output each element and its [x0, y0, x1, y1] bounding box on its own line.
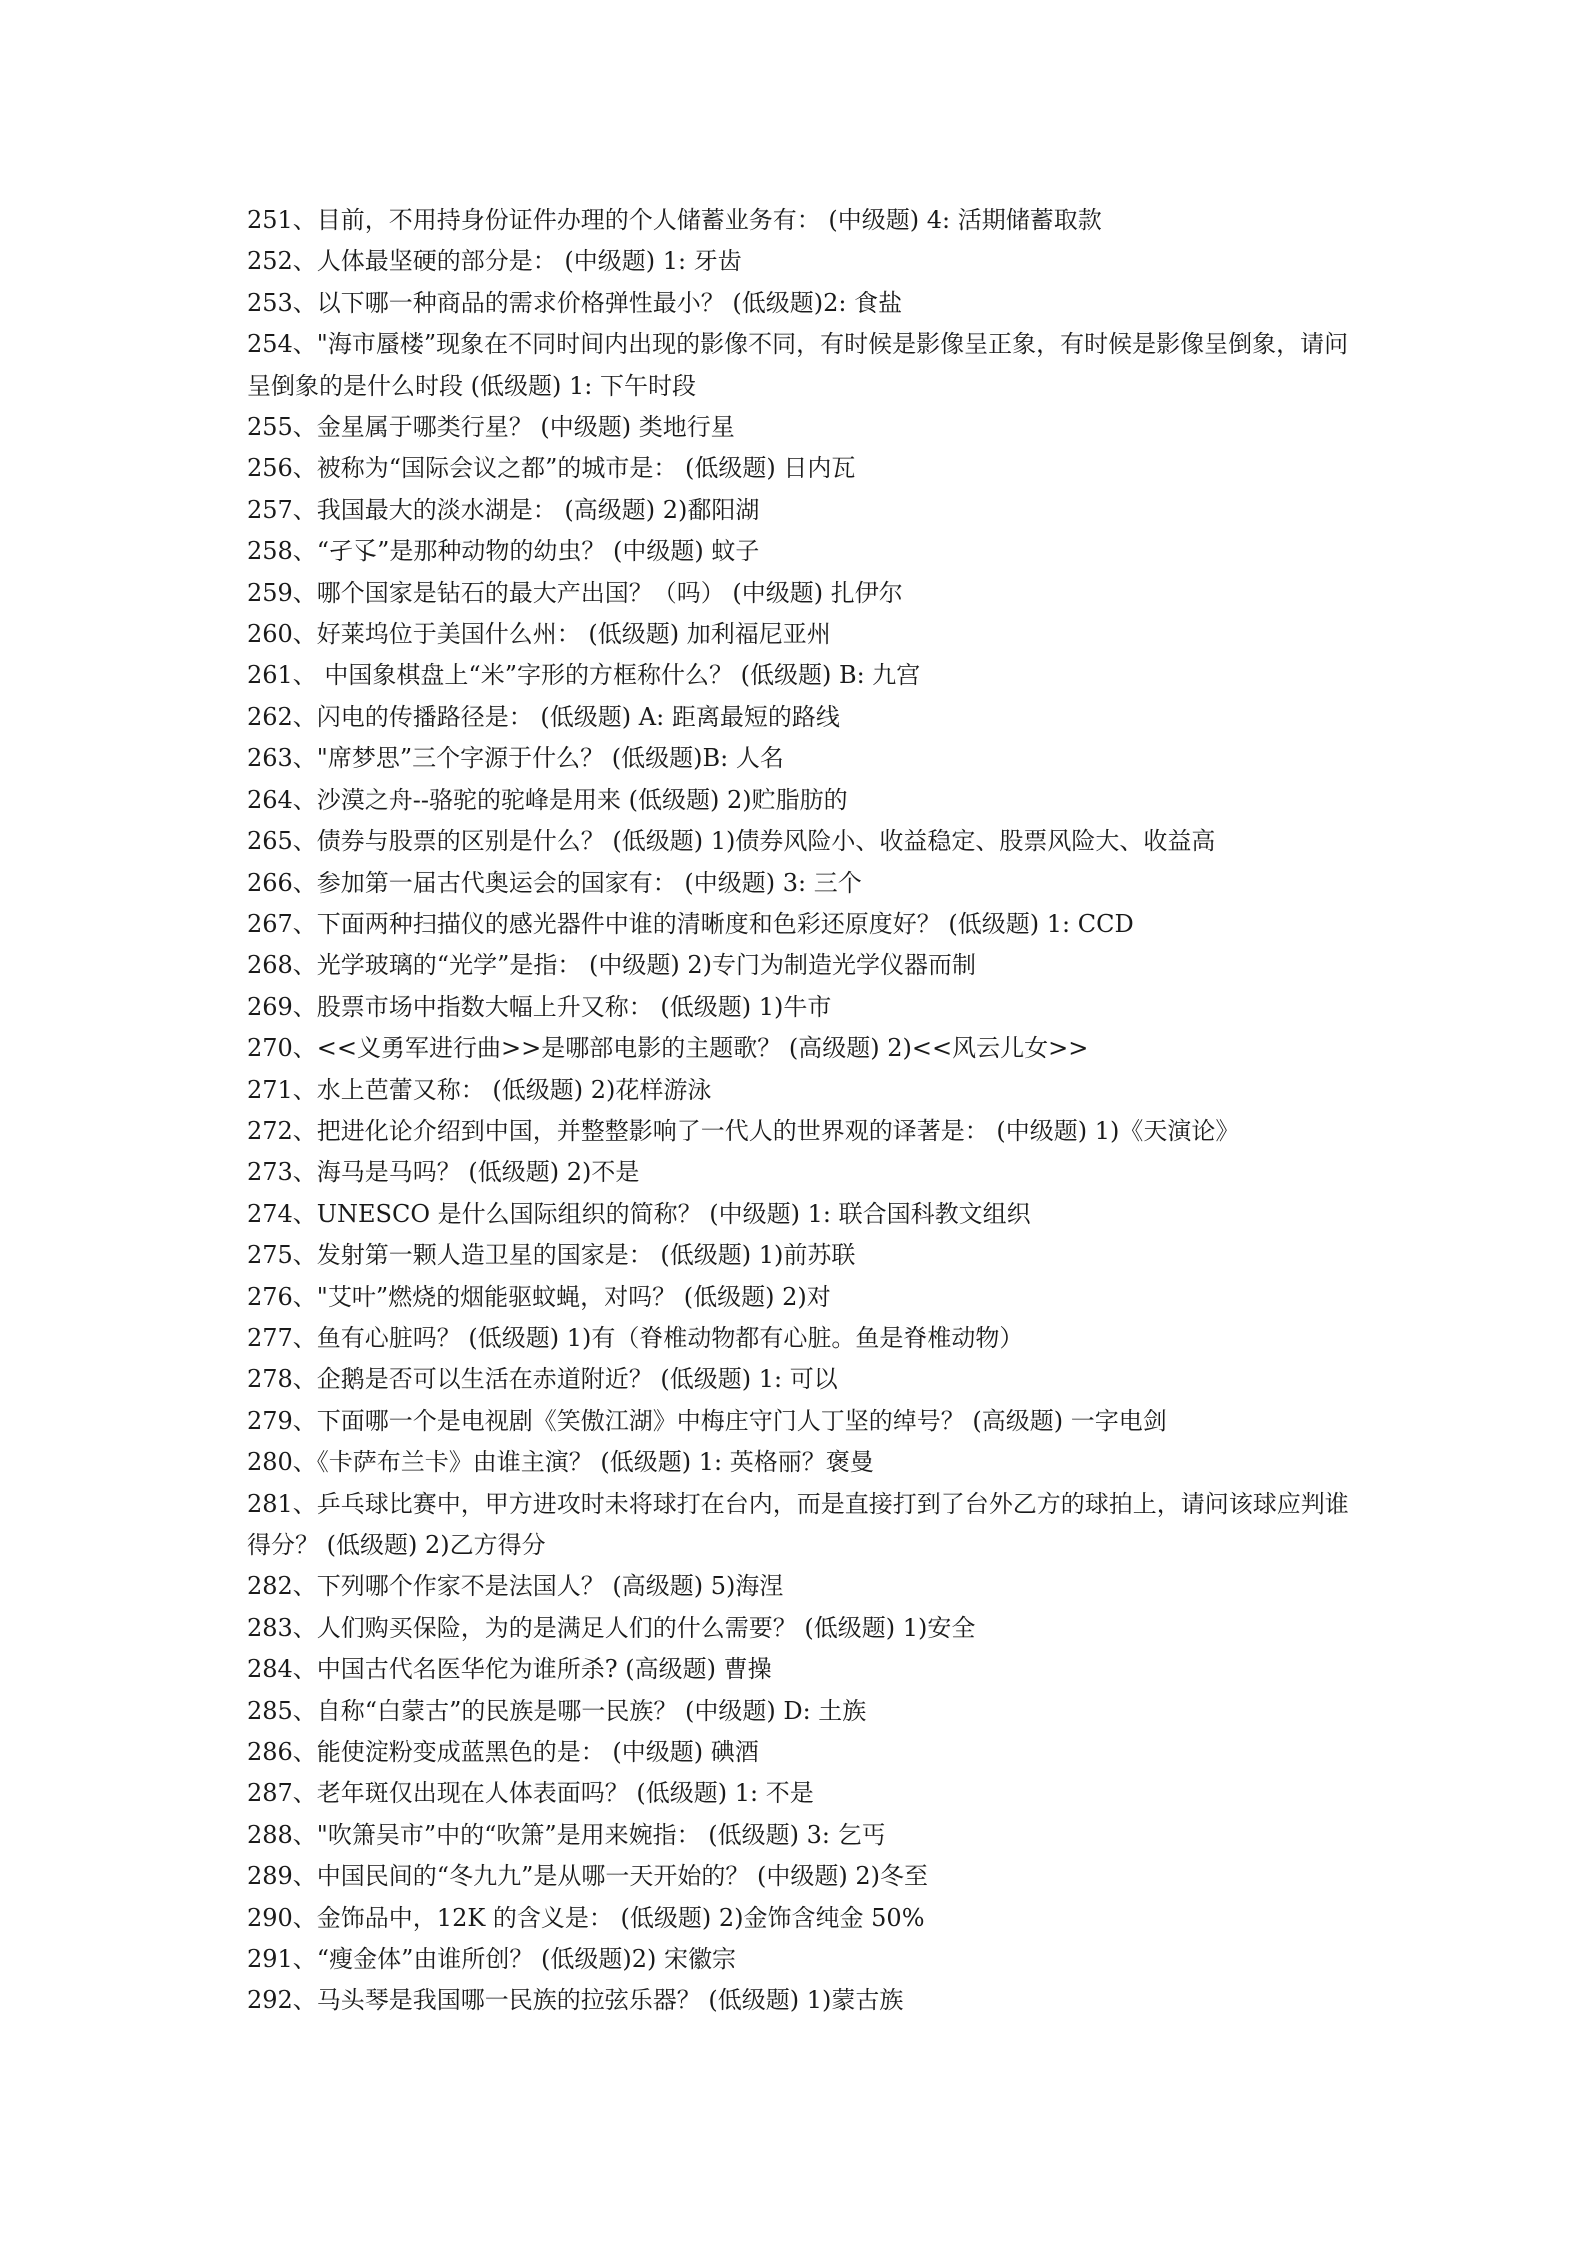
question-item: 272、把进化论介绍到中国，并整整影响了一代人的世界观的译著是： (中级题) 1)《天演论》: [247, 1116, 1240, 1145]
question-item: 259、哪个国家是钻石的最大产出国？（吗） (中级题) 扎伊尔: [247, 578, 903, 607]
question-item: 285、自称“白蒙古”的民族是哪一民族？ (中级题) D: 土族: [247, 1696, 867, 1725]
question-item: 255、金星属于哪类行星？ (中级题) 类地行星: [247, 413, 735, 442]
question-item: 282、下列哪个作家不是法国人？ (高级题) 5)海涅: [247, 1572, 784, 1601]
question-item: 280、《卡萨布兰卡》由谁主演？ (低级题) 1: 英格丽？褒曼: [247, 1448, 874, 1477]
question-item: 270、<<义勇军进行曲>>是哪部电影的主题歌？ (高级题) 2)<<风云儿女>>: [247, 1034, 1089, 1063]
question-item: 262、闪电的传播路径是： (低级题) A: 距离最短的路线: [247, 702, 840, 731]
question-item: 283、人们购买保险，为的是满足人们的什么需要？ (低级题) 1)安全: [247, 1613, 976, 1642]
question-item: 281、乒乓球比赛中，甲方进攻时未将球打在台内，而是直接打到了台外乙方的球拍上，请问该球应判谁得分？ (低级题) 2)乙方得分: [247, 1489, 1349, 1559]
question-item: 253、以下哪一种商品的需求价格弹性最小？ (低级题)2: 食盐: [247, 288, 903, 317]
question-item: 254、"海市蜃楼”现象在不同时间内出现的影像不同，有时候是影像呈正象，有时候是影像呈倒象，请问呈倒象的是什么时段 (低级题) 1: 下午时段: [247, 330, 1349, 400]
question-item: 289、中国民间的“冬九九”是从哪一天开始的？ (中级题) 2)冬至: [247, 1862, 928, 1891]
question-item: 271、水上芭蕾又称： (低级题) 2)花样游泳: [247, 1075, 712, 1104]
question-item: 273、海马是马吗？ (低级题) 2)不是: [247, 1158, 640, 1187]
question-item: 266、参加第一届古代奥运会的国家有： (中级题) 3: 三个: [247, 868, 862, 897]
question-item: 288、"吹箫吴市”中的“吹箫”是用来婉指： (低级题) 3: 乞丐: [247, 1820, 886, 1849]
question-item: 252、人体最坚硬的部分是： (中级题) 1: 牙齿: [247, 247, 742, 276]
question-item: 263、"席梦思”三个字源于什么？ (低级题)B: 人名: [247, 744, 784, 773]
question-item: 277、鱼有心脏吗？ (低级题) 1)有（脊椎动物都有心脏。鱼是脊椎动物）: [247, 1323, 1024, 1352]
question-item: 260、好莱坞位于美国什么州： (低级题) 加利福尼亚州: [247, 620, 831, 649]
question-item: 290、金饰品中，12K 的含义是： (低级题) 2)金饰含纯金 50%: [247, 1903, 925, 1932]
question-item: 287、老年斑仅出现在人体表面吗？ (低级题) 1: 不是: [247, 1779, 814, 1808]
question-item: 274、UNESCO 是什么国际组织的简称？ (中级题) 1: 联合国科教文组织: [247, 1199, 1031, 1228]
question-item: 265、债券与股票的区别是什么？ (低级题) 1)债券风险小、收益稳定、股票风险大、收益高: [247, 827, 1216, 856]
question-item: 257、我国最大的淡水湖是： (高级题) 2)鄱阳湖: [247, 495, 760, 524]
question-item: 267、下面两种扫描仪的感光器件中谁的清晰度和色彩还原度好？ (低级题) 1: CCD: [247, 909, 1134, 938]
question-item: 279、下面哪一个是电视剧《笑傲江湖》中梅庄守门人丁坚的绰号？ (高级题) 一字电剑: [247, 1406, 1167, 1435]
question-item: 269、股票市场中指数大幅上升又称： (低级题) 1)牛市: [247, 992, 832, 1021]
question-item: 278、企鹅是否可以生活在赤道附近？ (低级题) 1: 可以: [247, 1365, 838, 1394]
question-item: 286、能使淀粉变成蓝黑色的是： (中级题) 碘酒: [247, 1738, 759, 1767]
question-item: 275、发射第一颗人造卫星的国家是： (低级题) 1)前苏联: [247, 1241, 856, 1270]
question-item: 251、目前，不用持身份证件办理的个人储蓄业务有： (中级题) 4: 活期储蓄取款: [247, 206, 1102, 234]
question-item: 261、 中国象棋盘上“米”字形的方框称什么？ (低级题) B: 九宫: [247, 661, 921, 690]
question-item: 291、“瘦金体”由谁所创？ (低级题)2) 宋徽宗: [247, 1945, 736, 1974]
question-item: 258、“孑孓”是那种动物的幼虫？ (中级题) 蚊子: [247, 537, 760, 566]
question-item: 292、马头琴是我国哪一民族的拉弦乐器？ (低级题) 1)蒙古族: [247, 1986, 904, 2015]
question-item: 284、中国古代名医华佗为谁所杀? (高级题) 曹操: [247, 1655, 772, 1684]
question-list: [247, 200, 1367, 2022]
question-item: 256、被称为“国际会议之都”的城市是： (低级题) 日内瓦: [247, 454, 856, 483]
question-item: 264、沙漠之舟--骆驼的驼峰是用来 (低级题) 2)贮脂肪的: [247, 785, 848, 814]
question-item: 276、"艾叶”燃烧的烟能驱蚊蝇，对吗？ (低级题) 2)对: [247, 1282, 831, 1311]
question-item: 268、光学玻璃的“光学”是指： (中级题) 2)专门为制造光学仪器而制: [247, 951, 976, 980]
